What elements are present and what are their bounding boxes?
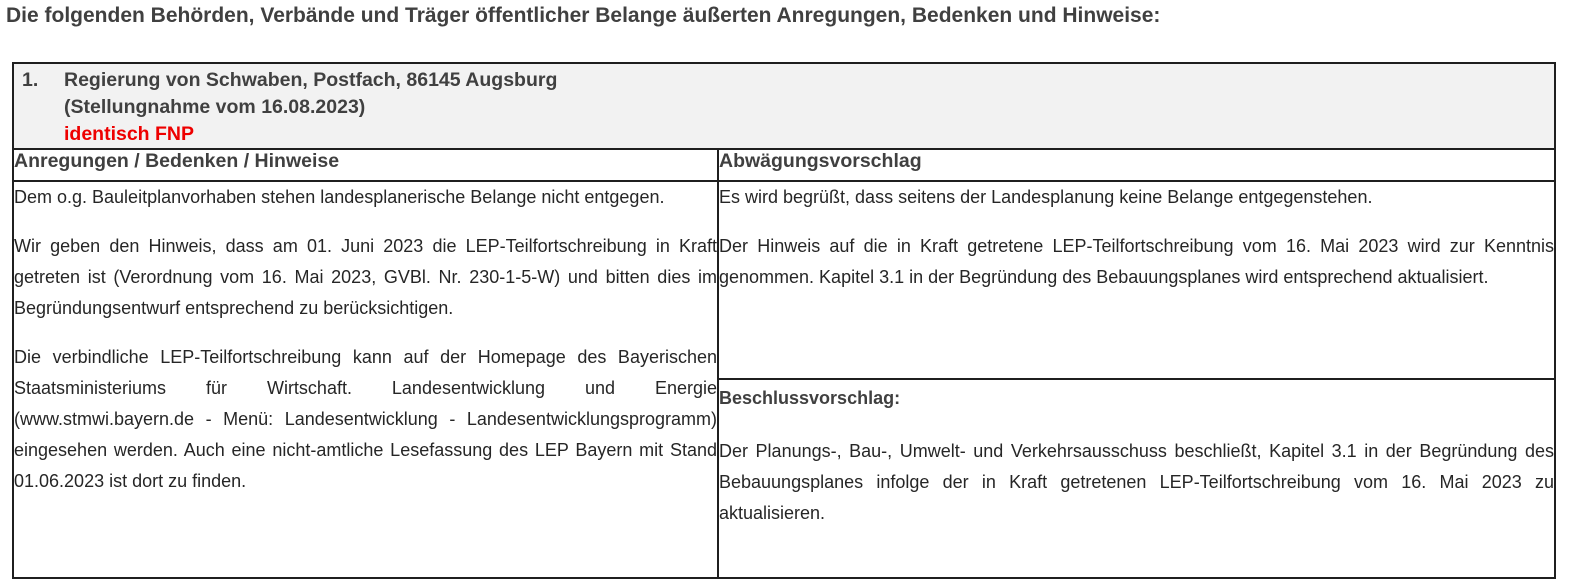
statement-date: (Stellungnahme vom 16.08.2023)	[64, 96, 366, 118]
authority-row	[13, 63, 1555, 149]
content-row	[13, 181, 1555, 578]
status-note: identisch FNP	[64, 123, 195, 145]
assessment-paragraph: Der Hinweis auf die in Kraft getretene LEP-Teilfortschreibung vom 16. Mai 2023 wird zur Kenntnis genommen. Kapitel 3.1 in der Begründung des Bebauungsplanes wird entsprechend aktualisiert.	[719, 236, 1555, 287]
assessment-paragraph: Es wird begrüßt, dass seitens der Landesplanung keine Belange entgegenstehen.	[719, 187, 1373, 207]
concerns-column	[13, 181, 718, 578]
authority-number: 1.	[22, 69, 39, 91]
authority-name: Regierung von Schwaben, Postfach, 86145 Augsburg	[64, 69, 558, 91]
authority-block	[14, 64, 1554, 148]
resolution-heading: Beschlussvorschlag:	[719, 388, 901, 408]
concern-paragraph: Wir geben den Hinweis, dass am 01. Juni 2023 die LEP-Teilfortschreibung in Kraft getreten ist (Verordnung vom 16. Mai 2023, GVBl. Nr. 230-1-5-W) und bitten dies im Begründungsentwurf entsprechend zu berücksichtigen.	[14, 236, 717, 318]
left-column-header: Anregungen / Bedenken / Hinweise	[13, 149, 718, 181]
assessment-block	[719, 182, 1554, 378]
intro-heading: Die folgenden Behörden, Verbände und Träger öffentlicher Belange äußerten Anregungen, Bedenken und Hinweise:	[6, 4, 1161, 27]
concern-paragraph: Dem o.g. Bauleitplanvorhaben stehen landesplanerische Belange nicht entgegen.	[14, 187, 665, 207]
statement-table	[12, 62, 1556, 579]
authority-details	[64, 67, 557, 148]
authority-cell	[13, 63, 1555, 149]
assessment-column	[718, 181, 1555, 578]
concern-paragraph: Die verbindliche LEP-Teilfortschreibung kann auf der Homepage des Bayerischen Staatsministeriums für Wirtschaft. Landesentwicklung und Energie (www.stmwi.bayern.de - Menü: Landesentwicklung - Landesentwicklungsprogramm) eingesehen werden. Auch eine nicht-amtliche Lesefassung des LEP Bayern mit Stand 01.06.2023 ist dort zu finden.	[14, 347, 717, 491]
resolution-block	[719, 378, 1554, 529]
right-column-header: Abwägungsvorschlag	[718, 149, 1555, 181]
resolution-text: Der Planungs-, Bau-, Umwelt- und Verkehrsausschuss beschließt, Kapitel 3.1 in der Begründung des Bebauungsplanes infolge der in Kraft getretenen LEP-Teilfortschreibung vom 16. Mai 2023 zu aktualisieren.	[719, 441, 1555, 523]
column-header-row	[13, 149, 1555, 181]
